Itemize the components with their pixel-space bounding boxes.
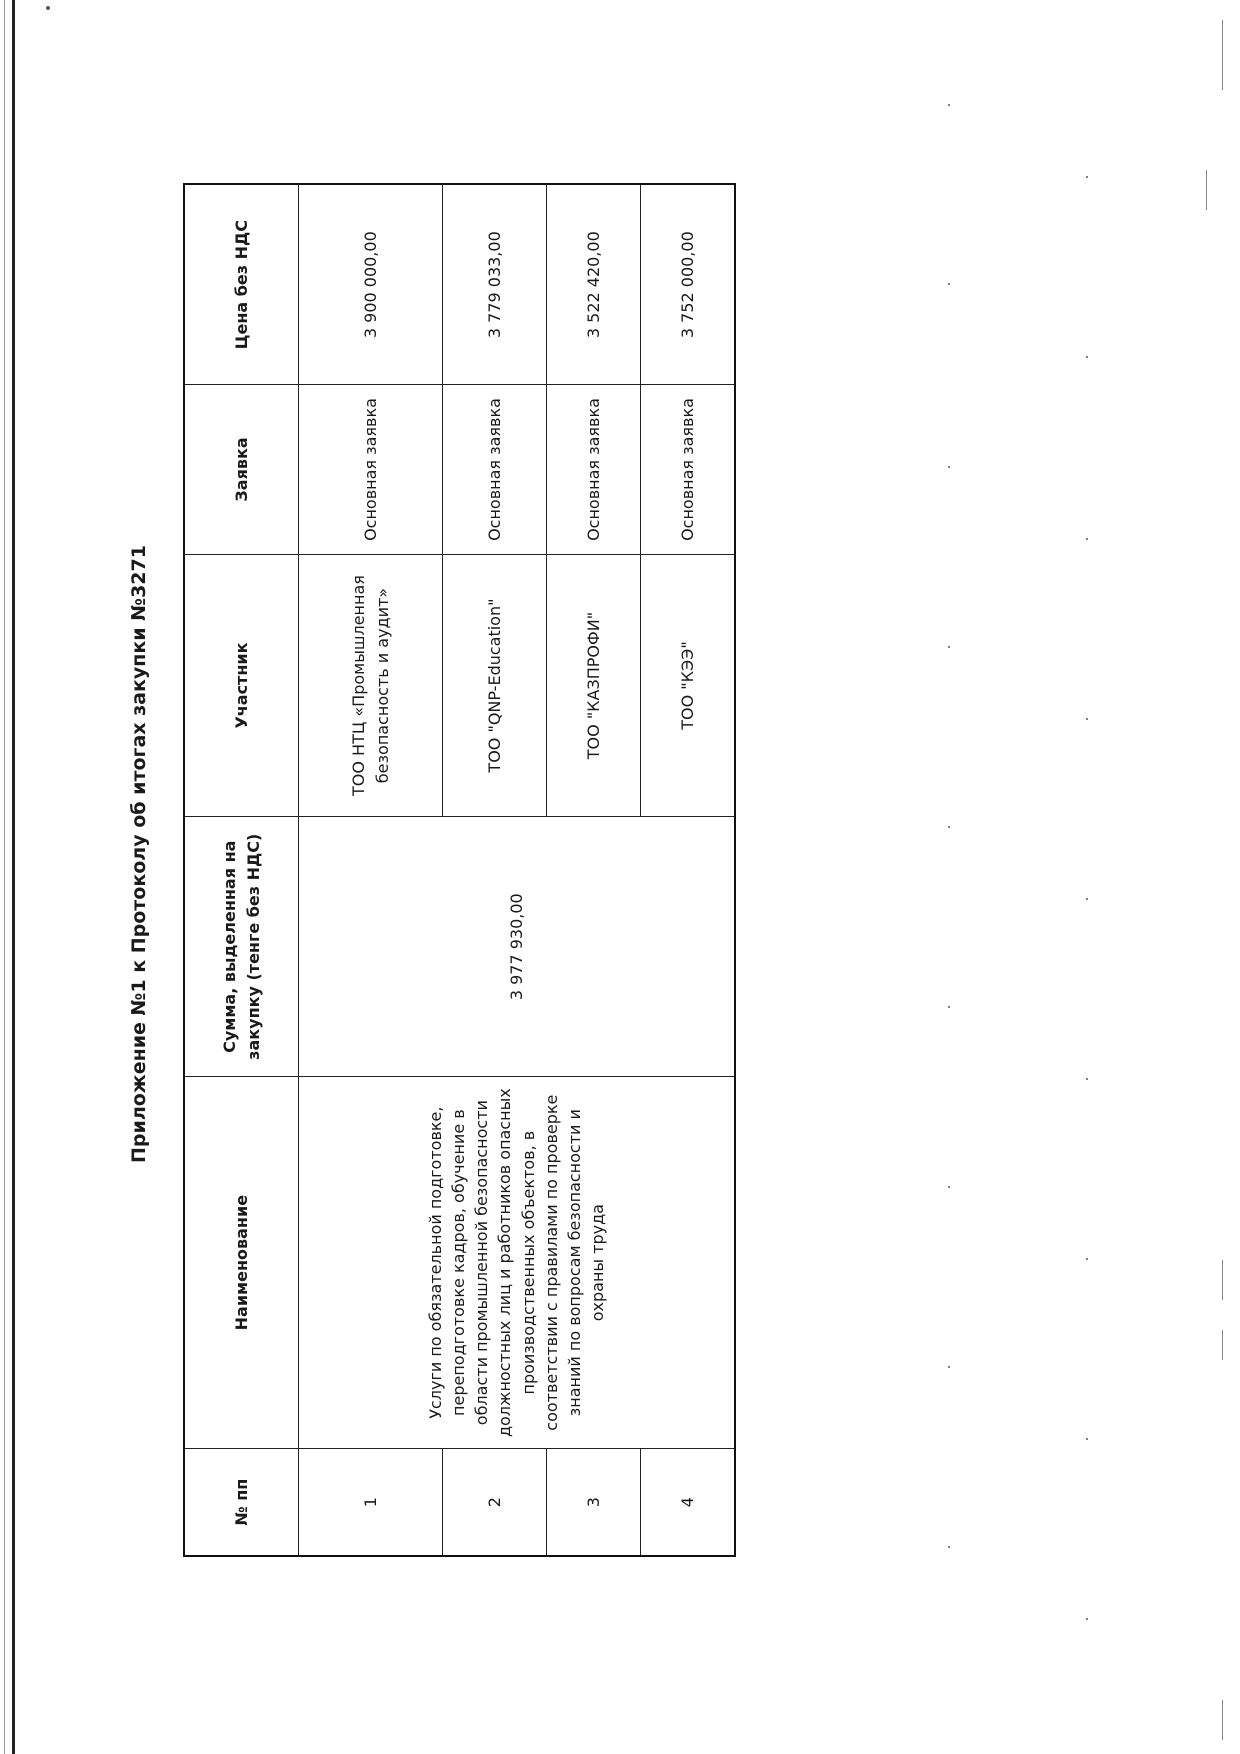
item-sum: 3 977 930,00 xyxy=(299,817,736,1077)
row-bid: Основная заявка xyxy=(547,385,641,554)
row-price: 3 752 000,00 xyxy=(641,184,736,385)
header-sum: Сумма, выделенная на закупку (тенге без НДС) xyxy=(184,817,299,1077)
row-participant: ТОО НТЦ «Промышленная безопасность и аудит» xyxy=(299,554,443,817)
row-num: 3 xyxy=(547,1449,641,1556)
table-header-row xyxy=(184,184,299,1556)
row-price: 3 779 033,00 xyxy=(443,184,547,385)
row-participant: ТОО "КАЗПРОФИ" xyxy=(547,554,641,817)
procurement-results-table xyxy=(183,183,736,1557)
row-bid: Основная заявка xyxy=(641,385,736,554)
row-num: 2 xyxy=(443,1449,547,1556)
table-row xyxy=(299,184,443,1556)
row-num: 1 xyxy=(299,1449,443,1556)
row-bid: Основная заявка xyxy=(299,385,443,554)
header-name: Наименование xyxy=(184,1076,299,1448)
row-participant: ТОО "QNP-Education" xyxy=(443,554,547,817)
header-bid: Заявка xyxy=(184,385,299,554)
item-name: Услуги по обязательной подготовке, переподготовке кадров, обучение в области промышленной безопасности должностных лиц и работников опасных производственных объектов, в соответствии с правилами по проверке знаний по вопросам безопасности и охраны труда xyxy=(299,1076,736,1448)
row-participant: ТОО "КЭЭ" xyxy=(641,554,736,817)
header-price: Цена без НДС xyxy=(184,184,299,385)
row-bid: Основная заявка xyxy=(443,385,547,554)
header-num: № пп xyxy=(184,1449,299,1556)
document-title: Приложение №1 к Протоколу об итогах закупки №3271 xyxy=(128,545,150,1163)
row-price: 3 522 420,00 xyxy=(547,184,641,385)
row-price: 3 900 000,00 xyxy=(299,184,443,385)
header-participant: Участник xyxy=(184,554,299,817)
row-num: 4 xyxy=(641,1449,736,1556)
